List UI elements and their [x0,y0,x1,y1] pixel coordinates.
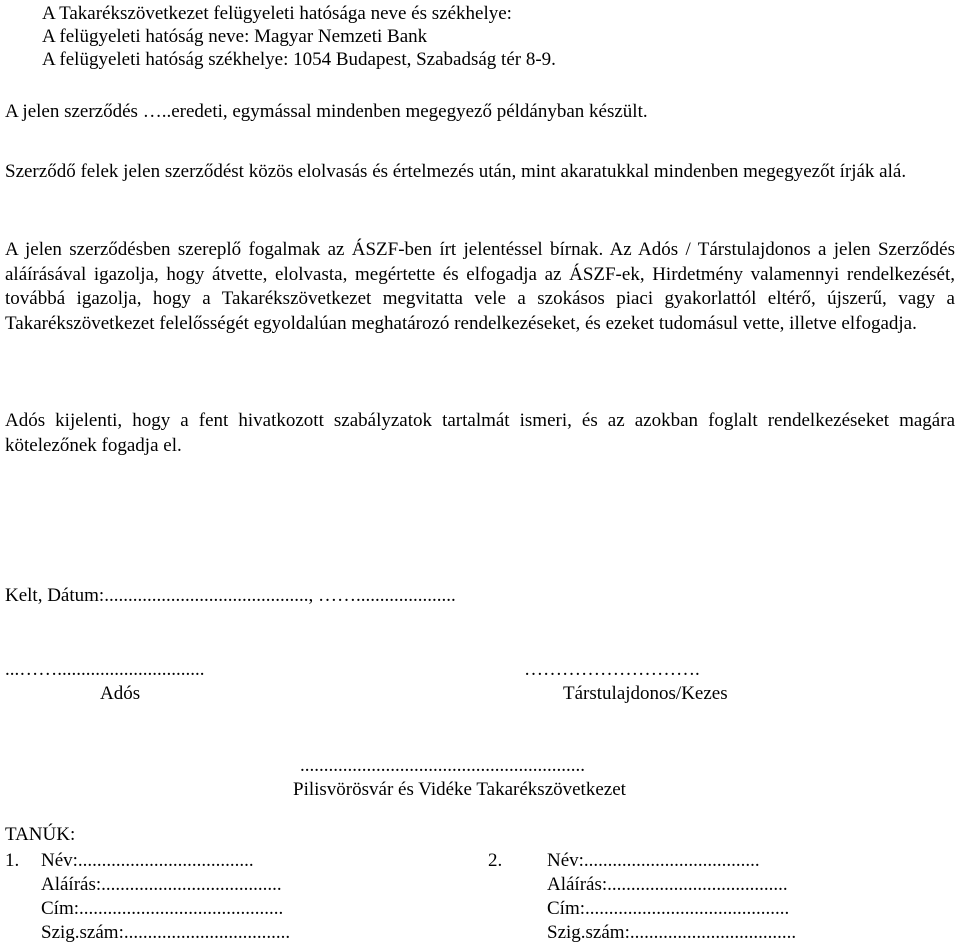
supervisory-authority-name: A felügyeleti hatóság neve: Magyar Nemzeti Bank [42,26,428,47]
coowner-label: Társtulajdonos/Kezes [563,683,728,704]
witness-2-id-number: Szig.szám:................................... [547,922,797,943]
bank-label: Pilisvörösvár és Vidéke Takarékszövetkezet [293,779,626,800]
agreement-paragraph: Szerződő felek jelen szerződést közös elolvasás és értelmezés után, mint akaratukkal mindenben megegyezőt írják alá. [5,161,907,182]
debtor-signature-line: ...……............................... [5,659,205,680]
supervisory-authority-address: A felügyeleti hatóság székhelye: 1054 Budapest, Szabadság tér 8-9. [42,49,556,70]
declaration-paragraph: Adós kijelenti, hogy a fent hivatkozott szabályzatok tartalmát ismeri, és az azokban foglalt rendelkezéseket magára kötelezőnek fogadja el. [5,410,955,456]
witness-2-number: 2. [488,850,503,871]
witness-2-name: Név:..................................... [547,850,760,871]
bank-signature-line: ............................................................ [300,755,585,776]
supervisory-authority-heading: A Takarékszövetkezet felügyeleti hatósága neve és székhelye: [42,3,512,24]
witness-1-signature: Aláírás:...................................... [41,874,282,895]
witnesses-title: TANÚK: [5,824,76,845]
terms-paragraph: A jelen szerződésben szereplő fogalmak az ÁSZF-ben írt jelentéssel bírnak. Az Adós / Társtulajdonos a jelen Szerződés aláírásával igazolja, hogy átvette, elolvasta, megértette és elfogadja az ÁSZF-ek, Hirdetmény valamennyi rendelkezését, továbbá igazolja, hogy a Takarékszövetkezet megvitatta vele a szokásos piaci gyakorlattól eltérő, újszerű, vagy a Takarékszövetkezet felelősségét egyoldalúan meghatározó rendelkezéseket, és ezeket tudomásul vette, illetve elfogadja. [5,239,955,335]
debtor-label: Adós [100,683,141,704]
witness-1-number: 1. [5,850,20,871]
coowner-signature-line: ………………………. [524,659,700,680]
date-line: Kelt, Dátum:..........................................., ……..................... [5,585,456,606]
witness-1-id-number: Szig.szám:................................... [41,922,291,943]
witness-2-signature: Aláírás:...................................... [547,874,788,895]
witness-1-address: Cím:........................................... [41,898,284,919]
witness-2-address: Cím:........................................... [547,898,790,919]
copies-paragraph: A jelen szerződés …..eredeti, egymással mindenben megegyező példányban készült. [5,101,648,122]
witness-1-name: Név:..................................... [41,850,254,871]
